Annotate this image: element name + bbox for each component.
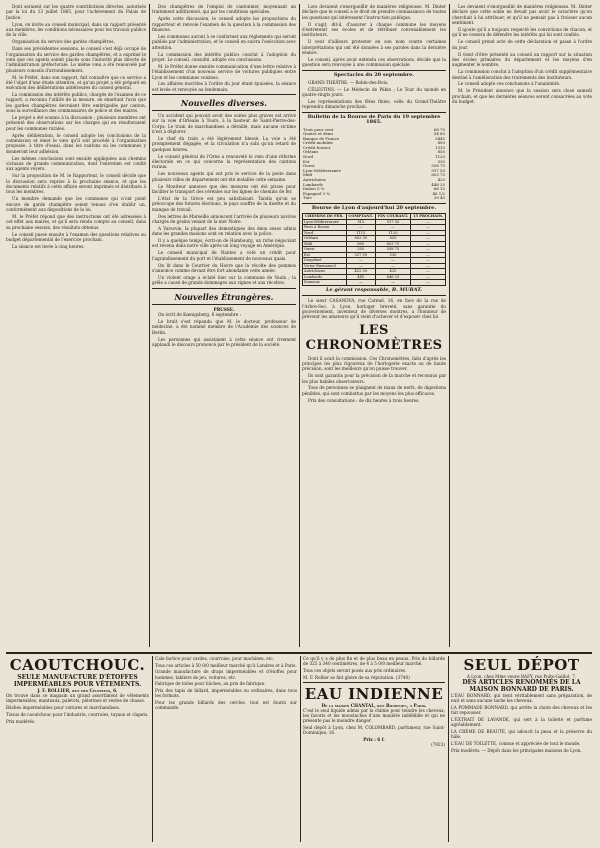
column-divider	[449, 4, 450, 647]
news-item: Les personnes qui assistaient à cette séance ont vivement applaudi le discours prononcé par le président de la société.	[152, 336, 296, 347]
news-item: A Varsovie, la plupart des domestiques des deux sexes admis dans les grandes maisons sont en relation avec la police.	[152, 225, 296, 237]
bourse-value: 527 50	[346, 252, 375, 258]
section-rule	[302, 112, 446, 113]
quote-label: Trois pour cent	[303, 126, 334, 132]
bourse-value: —	[411, 230, 446, 236]
bourse-lyon-table	[302, 213, 446, 286]
news-item: Le conseil municipal de Nantes a voté un crédit pour l'agrandissement du port et l'établissement de nouveaux quais.	[152, 250, 296, 261]
ad-line: Cale factice pour cardes, courroies, pour machines, etc.	[155, 656, 275, 661]
section-rule	[302, 203, 446, 204]
news-item: Le Moniteur annonce que des mesures ont été prises pour faciliter le transport des céréales sur les lignes de chemins de fer.	[152, 183, 296, 194]
ad-line: Prix modérés. — Dépôt dans les principales maisons de Lyon.	[451, 747, 582, 753]
bourse-header: 15 PROCHAIN.	[411, 214, 446, 220]
quote-label: Ouest	[303, 163, 315, 169]
quote-value: 446 25	[431, 181, 445, 187]
bourse-value: 425	[375, 269, 410, 275]
advertisements	[6, 652, 592, 844]
paragraph: Il veut d'ailleurs protester en son nom contre certaines interprétations qui ont été données à ses paroles dans la dernière séance.	[302, 39, 446, 55]
ad-line: L'EXTRAIT DE LAVANDE, qui sert à la toilette et parfume agréablement.	[451, 717, 592, 728]
column-divider	[149, 4, 150, 647]
bourse-header: COMPTANT.	[346, 214, 375, 220]
bourse-lyon-title: Bourse de Lyon d'aujourd'hui 20 septembre.	[311, 205, 437, 211]
paragraph: M. le Préfet, dans son rapport, fait connaître que ce service a été l'objet d'une étude attentive, et qu'un projet a été préparé en exécution des délibérations antérieures du conseil général.	[6, 74, 146, 91]
bourse-value: 1120	[375, 230, 410, 236]
chronometres-text	[302, 356, 446, 404]
ad-caoutchouc-body	[6, 693, 149, 724]
ad-seul-depot	[451, 656, 592, 842]
paragraph: Dans ses précédentes sessions, le conseil s'est déjà occupé de l'organisation du service des gardes champêtres, et a exprimé le vœu que ces agents soient placés sous l'autorité plus directe de l'administration préfectorale. Le même vœu a été renouvelé par plusieurs conseils d'arrondissement.	[6, 46, 146, 73]
bourse-value: 855	[375, 236, 410, 242]
news-item: Les nouveaux agents qui ont pris le service de la poste dans plusieurs villes de département ont été installés cette semaine.	[152, 171, 296, 182]
bourse-value: 555	[346, 247, 375, 253]
gerant-line: Le gérant responsable, B. MURAT.	[325, 286, 423, 293]
spectacles-title: Spectacles du 20 septembre.	[333, 71, 415, 78]
spectacles-list	[302, 80, 446, 110]
quote-label: Nord	[303, 154, 314, 160]
bourse-value: —	[346, 258, 375, 264]
section-rule	[303, 682, 445, 683]
bourse-value: —	[375, 258, 410, 264]
column-4	[452, 4, 592, 647]
column-divider	[299, 4, 300, 647]
quote-label: Banque de France	[303, 135, 340, 141]
quote-value: 39 40	[433, 195, 445, 201]
bourse-value: —	[411, 269, 446, 275]
bourse-name: Romains	[303, 280, 347, 286]
ad-line: L'EAU BONNARD, qui tient véritablement sans préparation, de nuit et sans aucune tache les cheveux.	[451, 693, 592, 704]
section-rule	[302, 70, 446, 71]
ad-seul-depot-title: SEUL DÉPOT	[463, 656, 580, 674]
bourse-value: —	[346, 225, 375, 231]
bourse-value: —	[411, 252, 446, 258]
bourse-value: —	[411, 258, 446, 264]
bourse-name: Est	[303, 252, 347, 258]
bourse-value: —	[411, 280, 446, 286]
chronometres-title: LES CHRONOMÈTRES	[305, 322, 443, 353]
ad-caoutchouc	[6, 656, 149, 842]
quote-row	[302, 196, 446, 201]
quote-label: Autrichiens	[303, 177, 326, 183]
bourse-value: 530	[375, 252, 410, 258]
paragraph: Tous de personnes se plaignent de maux de nerfs, de digestions pénibles, qui sont combattus par les moyens les plus efficaces.	[302, 385, 446, 396]
ad-line: Seul dépôt à Lyon, chez M. COLOMBARD, parfumeur, rue Saint-Dominique, 16.	[303, 725, 445, 736]
paragraph: La commission des intérêts publics, chargée de l'examen de ce rapport, a reconnu l'utilité de la mesure, en émettant l'avis que les gardes champêtres devraient être embrigadés par canton, sous la surveillance des commissaires de police et des maires.	[6, 92, 146, 114]
paragraph: Il s'agit, dit-il, d'assurer à chaque commune les moyens d'entretenir ses écoles et de rétribuer convenablement les instituteurs.	[302, 21, 446, 38]
news-item: Des lettres de Marseille annoncent l'arrivée de plusieurs navires chargés de grains venant de la mer Noire.	[152, 213, 296, 224]
bourse-value: —	[375, 280, 410, 286]
bourse-value: —	[411, 225, 446, 231]
ad-eau-indienne-title: EAU INDIENNE	[304, 684, 444, 703]
ad-line: Tous ces objets seront posés aux prix ordinaires.	[303, 667, 407, 673]
bourse-header: CHEMINS DE FER.	[303, 214, 347, 220]
column-2	[152, 4, 296, 647]
ad-line: M. F. Rollier se fait gloire de sa réputation. (3740)	[303, 674, 410, 680]
bourse-value: —	[411, 274, 446, 280]
column-2-intro	[152, 4, 296, 92]
quote-value: 94 80	[433, 131, 445, 137]
ad-line: L'EAU DE TOILETTE, connue et appréciée de tout le monde.	[451, 740, 581, 746]
paragraph: Les mêmes conclusions sont ensuite appliquées aux chemins vicinaux de grande communication, dont l'entretien est confié aux agents voyers.	[6, 155, 146, 172]
quote-label: Crédit mobilier	[303, 140, 334, 146]
quote-label: Lyon-Méditerranée	[303, 167, 341, 173]
bourse-value: 422 50	[346, 269, 375, 275]
column-1	[6, 4, 146, 647]
casanova-ad: Le sieur CASANOVA, rue Carmel, 16, en face de la rue de l'Arbre-Sec, à Lyon, horloger breveté, sans garantie du gouvernement, inventeur de diverses montres, a l'honneur de prévenir les amateurs qu'il vient d'achever et d'exposer chez lui	[302, 298, 446, 320]
paragraph: Sur la proposition de M. le Rapporteur, le conseil décide que la discussion sera reprise à la prochaine séance, et que les documents relatifs à cette affaire seront imprimés et distribués à tous les membres.	[6, 173, 146, 195]
bourse-value: —	[375, 263, 410, 269]
ad-eau-indienne-body	[303, 708, 445, 736]
news-item: On écrit de Kœnigsberg, 6 septembre :	[158, 311, 241, 317]
bourse-name: Nord	[303, 230, 347, 236]
spectacle-item: CÉLESTINS. — Le Médecin de Pékin ; Le Tour du monde en quatre-vingts jours.	[302, 86, 446, 98]
ad-eau-indienne-subtitle: De la maison CHANTAL, rue Richelieu, à Paris.	[321, 702, 427, 708]
newspaper-page	[6, 4, 592, 842]
ad-line: On trouve dans ce magasin un grand assortiment de vêtements imperméables, manteaux, paletots, pèlerines et vestes de chasse.	[6, 693, 149, 704]
bourse-paris-table	[302, 128, 446, 202]
bourse-value: 558 75	[375, 247, 410, 253]
paragraph: Dont seraient sur les quatre contributions directes, autorisés par la loi du 13 juillet 1865, pour l'achèvement du Palais de Justice.	[6, 4, 146, 20]
quote-label: Orléans	[303, 149, 319, 155]
column-divider	[300, 656, 301, 842]
quote-value: 800	[437, 140, 445, 146]
section-rule	[152, 110, 296, 111]
quote-value: 917 50	[431, 167, 445, 173]
bourse-name: Lombards	[303, 274, 347, 280]
bourse-header: FIN COURANT.	[375, 214, 410, 220]
section-rule	[302, 295, 446, 296]
ad-line: Bâches imperméables pour voitures et marchandises.	[6, 705, 121, 711]
ad-line: Ce qu'il y a de plus fin et de plus beau en peaux. Prix du billarde de 325 à 340 centimètres, de 4 à 5 0/0 meilleur marché.	[303, 656, 445, 667]
spectacle-item: GRAND-THÉÂTRE. — Robin-des-Bois.	[308, 79, 389, 85]
column-2-news	[152, 113, 296, 286]
section-title-nouvelles-diverses: Nouvelles diverses.	[180, 98, 268, 109]
section-rule	[152, 288, 296, 289]
paragraph: Dont il avait la commission. Ces Chronomètres, faits d'après les principes les plus rigoureux de l'horlogerie exacte ou de haute précision, sont les meilleurs qu'on puisse trouver.	[302, 355, 446, 372]
ad-line: Pour les grands billards des cercles, tout est fourni sur commande.	[155, 699, 297, 711]
ad-caoutchouc-title: CAOUTCHOUC.	[9, 656, 146, 674]
bourse-name: Midi	[303, 241, 347, 247]
news-item: Le conseil général de l'Orne a renouvelé le vœu d'une réforme électorale en ce qui concerne la représentation des cantons ruraux.	[152, 153, 296, 170]
quote-value: 3445	[435, 135, 445, 141]
paragraph: Le conseil passe ensuite à l'examen des questions relatives au budget départemental de l'exercice prochain.	[6, 231, 146, 242]
bourse-value: —	[411, 263, 446, 269]
ad-seul-depot-body	[451, 693, 592, 753]
ad-caoutchouc-subtitle: SEULE MANUFACTURE D'ÉTOFFES IMPERMÉABLES POUR VÊTEMENTS.	[13, 674, 142, 688]
bourse-value: —	[411, 247, 446, 253]
bourse-name: Orléans	[303, 236, 347, 242]
ad-manufacture	[155, 656, 297, 842]
bourse-name: Autrichiens	[303, 269, 347, 275]
country-heading: PRUSSE.	[213, 306, 235, 312]
bourse-name: Dauphiné	[303, 258, 347, 264]
quote-value: 855	[437, 149, 445, 155]
section-title-nouvelles-etrangeres: Nouvelles Étrangères.	[174, 291, 274, 302]
ad-eau-indienne-price: Prix : 6 f.	[363, 737, 385, 743]
quote-value: 603 75	[431, 172, 445, 178]
bourse-name: Paris à Rouen	[303, 225, 347, 231]
bourse-paris-title: Bulletin de la Bourse de Paris du 19 septembre 1865.	[307, 113, 441, 126]
bourse-value: 603 75	[375, 241, 410, 247]
ad-line: Fabrique de toiles pour bâches, au prix de fabrique.	[155, 681, 266, 687]
quote-value: 530	[437, 158, 445, 164]
quote-value: 66 10	[433, 186, 445, 192]
ad-line: Grande manufacture de draps imperméables et d'étoffes pour hommes, tabliers de jeu, voitures, etc.	[155, 669, 297, 680]
bourse-value: 446 25	[375, 274, 410, 280]
ad-manufacture-body	[155, 656, 297, 710]
paragraph: Ils sont garantis pour la précision de la marche et reconnus par les plus habiles observateurs.	[302, 373, 446, 384]
news-item: Le bruit s'est répandu que M. le docteur, professeur de médecine, a été nommé membre de l'Académie des sciences de Berlin.	[152, 318, 296, 335]
ad-caoutchouc-owner: J. F. ROLLIER, rue des Célestins, 6.	[37, 688, 118, 693]
paragraph: Les communes auront à se conformer aux règlements qui seront publiés par l'administration, et le conseil en suivra l'exécution avec attention.	[152, 33, 296, 50]
paragraph: Les affaires inscrites à l'ordre du jour étant épuisées, la séance est levée et renvoyée au lendemain.	[152, 81, 296, 92]
paragraph: Organisation du service des gardes champêtres.	[12, 39, 115, 45]
bourse-value: —	[375, 225, 410, 231]
column-3	[302, 4, 446, 647]
bourse-value: 915	[346, 219, 375, 225]
ad-line: LA CRÈME DE BEAUTÉ, qui adoucit la peau et la préserve du hâle.	[451, 728, 592, 740]
section-rule	[152, 94, 296, 95]
quote-label: Quatre et demi	[303, 131, 333, 137]
ad-line: Tous ces articles à 50 0/0 meilleur marché qu'à Londres et à Paris.	[155, 662, 297, 668]
bourse-value: —	[346, 263, 375, 269]
bourse-value: —	[411, 236, 446, 242]
quote-value: 1310	[435, 144, 445, 150]
paragraph: La commission conclut à l'adoption d'un crédit supplémentaire destiné à l'amélioration des traitements des instituteurs.	[452, 69, 592, 80]
paragraph: Le conseil prend acte de cette déclaration et passe à l'ordre du jour.	[452, 39, 592, 50]
bourse-name: Ouest	[303, 247, 347, 253]
news-item: On lit dans le Courrier du Havre que la récolte des pommes s'annonce comme devant être fort abondante cette année.	[152, 262, 296, 273]
ad-seul-depot-subtitle: DES ARTICLES RENOMMÉS DE LA MAISON BONNARD DE PARIS.	[462, 679, 581, 694]
quote-label: Italien 5 %	[303, 186, 325, 192]
paragraph: La séance est levée à cinq heures.	[12, 243, 85, 249]
quote-value: 68 70	[433, 126, 445, 132]
paragraph: Lors devaient s'enorgueillir de manières religieuses. M. Dinter déclare que le conseil a le droit de prendre connaissance de toutes les questions qui intéressent l'instruction publique.	[302, 4, 446, 20]
spectacle-item: Les représentations des fêtes finies, celle du Grand-Théâtre reprendra dimanche prochain.	[302, 99, 446, 110]
quote-value: 425	[437, 177, 445, 183]
paragraph: Il ajoute qu'il a toujours respecté les convictions de chacun, et qu'il ne cessera de défendre les intérêts qui lui sont confiés.	[452, 26, 592, 38]
bourse-row	[303, 280, 446, 286]
quote-label: Turc	[303, 195, 313, 201]
bourse-value: —	[346, 280, 375, 286]
bourse-value: 1115	[346, 230, 375, 236]
paragraph: M. le Président annonce que la session sera close samedi prochain, et que les dernières séances seront consacrées au vote du budget.	[452, 88, 592, 105]
paragraph: Un membre demande que les communes qui n'ont point encore de garde champêtre soient tenues d'en établir un, conformément aux dispositions de la loi.	[6, 196, 146, 212]
news-item: L'état de la Grèce est peu satisfaisant. Tandis qu'on se préoccupe des futures élections, le pays souffre de la disette et du manque de travail.	[152, 195, 296, 212]
paragraph: Lyon, on invite au conseil municipal, dans un rapport présenté aux membres, les conditions nécessaires pour les travaux publics de la ville.	[6, 21, 146, 38]
ad-line: Prix modérés.	[6, 718, 36, 724]
column-divider	[152, 656, 153, 842]
bourse-value: —	[411, 241, 446, 247]
quote-value: 1120	[435, 154, 445, 160]
news-item: Un violent orage a éclaté hier sur la commune de Vaulx ; la grêle a causé de grands dommages aux vignes et aux récoltes.	[152, 274, 296, 286]
quote-label: Lombards	[303, 181, 323, 187]
news-item: Il y a quelque temps, écrit-on de Hambourg, un riche négociant est revenu dans notre ville après un long voyage en Amérique.	[152, 238, 296, 249]
column-3-intro	[302, 4, 446, 68]
quote-value: 558 75	[431, 163, 445, 169]
paragraph: Après délibération, le conseil adopte les conclusions de la commission et émet le vœu qu'il soit procédé à l'organisation proposée, à titre d'essai, dans les cantons où les communes y donneront leur adhésion.	[6, 132, 146, 154]
paragraph: Après cette discussion, le conseil adopte les propositions du rapporteur et renvoie l'examen de la question à la commission des finances.	[152, 16, 296, 32]
quote-label: Crédit foncier	[303, 144, 331, 150]
quote-value: 46 1/2	[432, 190, 445, 196]
paragraph: Prix des consultations : de dix heures à trois heures.	[308, 397, 420, 403]
quote-label: Midi	[303, 172, 312, 178]
ad-line: Prix des tapis de billard, imperméables ou ordinaires, dans tous les formats.	[155, 688, 297, 699]
bourse-value: 852 50	[346, 236, 375, 242]
ad-eau-indienne	[303, 656, 445, 842]
ad-line: LA POMMADE BONNARD, qui arrête la chute des cheveux et les fait repousser.	[451, 705, 592, 716]
ad-eau-indienne-ref: (7923)	[431, 742, 445, 748]
section-rule	[152, 304, 296, 305]
bourse-name: Victor-Emmanuel	[303, 263, 347, 269]
paragraph: Des champêtres de l'emploi de cantonnier, moyennant un traitement additionnel, qui par les conditions spéciales.	[152, 4, 296, 15]
ad-seul-depot-address: A Lyon, chez Mme veuve BAFY, rue Puits-Gaillot, 7,	[466, 674, 577, 679]
bourse-value: 445	[346, 274, 375, 280]
bourse-name: Lyon-Méditerranée	[303, 219, 347, 225]
column-divider	[448, 656, 449, 842]
ad-eau-indienne-intro	[303, 656, 445, 680]
paragraph: Le projet a été soumis à la discussion ; plusieurs membres ont présenté des observations sur les charges qui en résulteraient pour les communes rurales.	[6, 115, 146, 131]
news-item: Le chef du train a été légèrement blessé. La voie a été promptement dégagée, et la circulation n'a subi qu'un retard de quelques heures.	[152, 136, 296, 152]
quote-label: Est	[303, 158, 310, 164]
ad-line: Tissus de caoutchouc pour l'industrie, courroies, tuyaux et clapets.	[6, 711, 149, 717]
ad-line: C'est le seul liquide admis par la chimie pour teindre les cheveux, les favoris et les moustaches d'une manière indélébile et qui ne présente pas le moindre danger.	[303, 708, 445, 724]
column-2-foreign	[152, 312, 296, 347]
bourse-value: 917 50	[375, 219, 410, 225]
bourse-value: 600	[346, 241, 375, 247]
paragraph: Il vient d'être présenté au conseil un rapport sur la situation des écoles primaires du département et les moyens d'en augmenter le nombre.	[452, 51, 592, 68]
paragraph: Le conseil adopte ces conclusions à l'unanimité.	[458, 81, 561, 87]
paragraph: Les devaient s'enorgueillir de manières religieuses. M. Dinter déclare que cette solde ne devait pas avoir le caractère qu'on cherchait à lui attribuer, et qu'il ne pensait pas à froisser aucun sentiment.	[452, 4, 592, 26]
paragraph: M. le Préfet répond que des instructions ont été adressées à cet effet aux maires, et qu'il sera rendu compte au conseil, dans sa prochaine session, des résultats obtenus.	[6, 213, 146, 230]
news-item: Un accident qui pouvait avoir des suites plus graves est arrivé sur la voie d'Orléans à Tours, à la hauteur de Saint-Pierre-des-Corps. Le train de marchandises a déraillé, mais aucune victime n'est à déplorer.	[152, 113, 296, 135]
paragraph: La commission des intérêts publics conclut à l'adoption du projet. Le conseil, consulté, adopte ces conclusions.	[152, 51, 296, 62]
quote-label: Espagnol 3 %	[303, 190, 330, 196]
bourse-value: —	[411, 219, 446, 225]
paragraph: M. le Préfet donne ensuite communication d'une lettre relative à l'établissement d'un nouveau service de voitures publiques entre Lyon et les communes voisines.	[152, 63, 296, 80]
top-columns	[6, 4, 592, 647]
paragraph: Le conseil, après avoir entendu ces observations, décide que la question sera renvoyée à une commission spéciale.	[302, 56, 446, 68]
